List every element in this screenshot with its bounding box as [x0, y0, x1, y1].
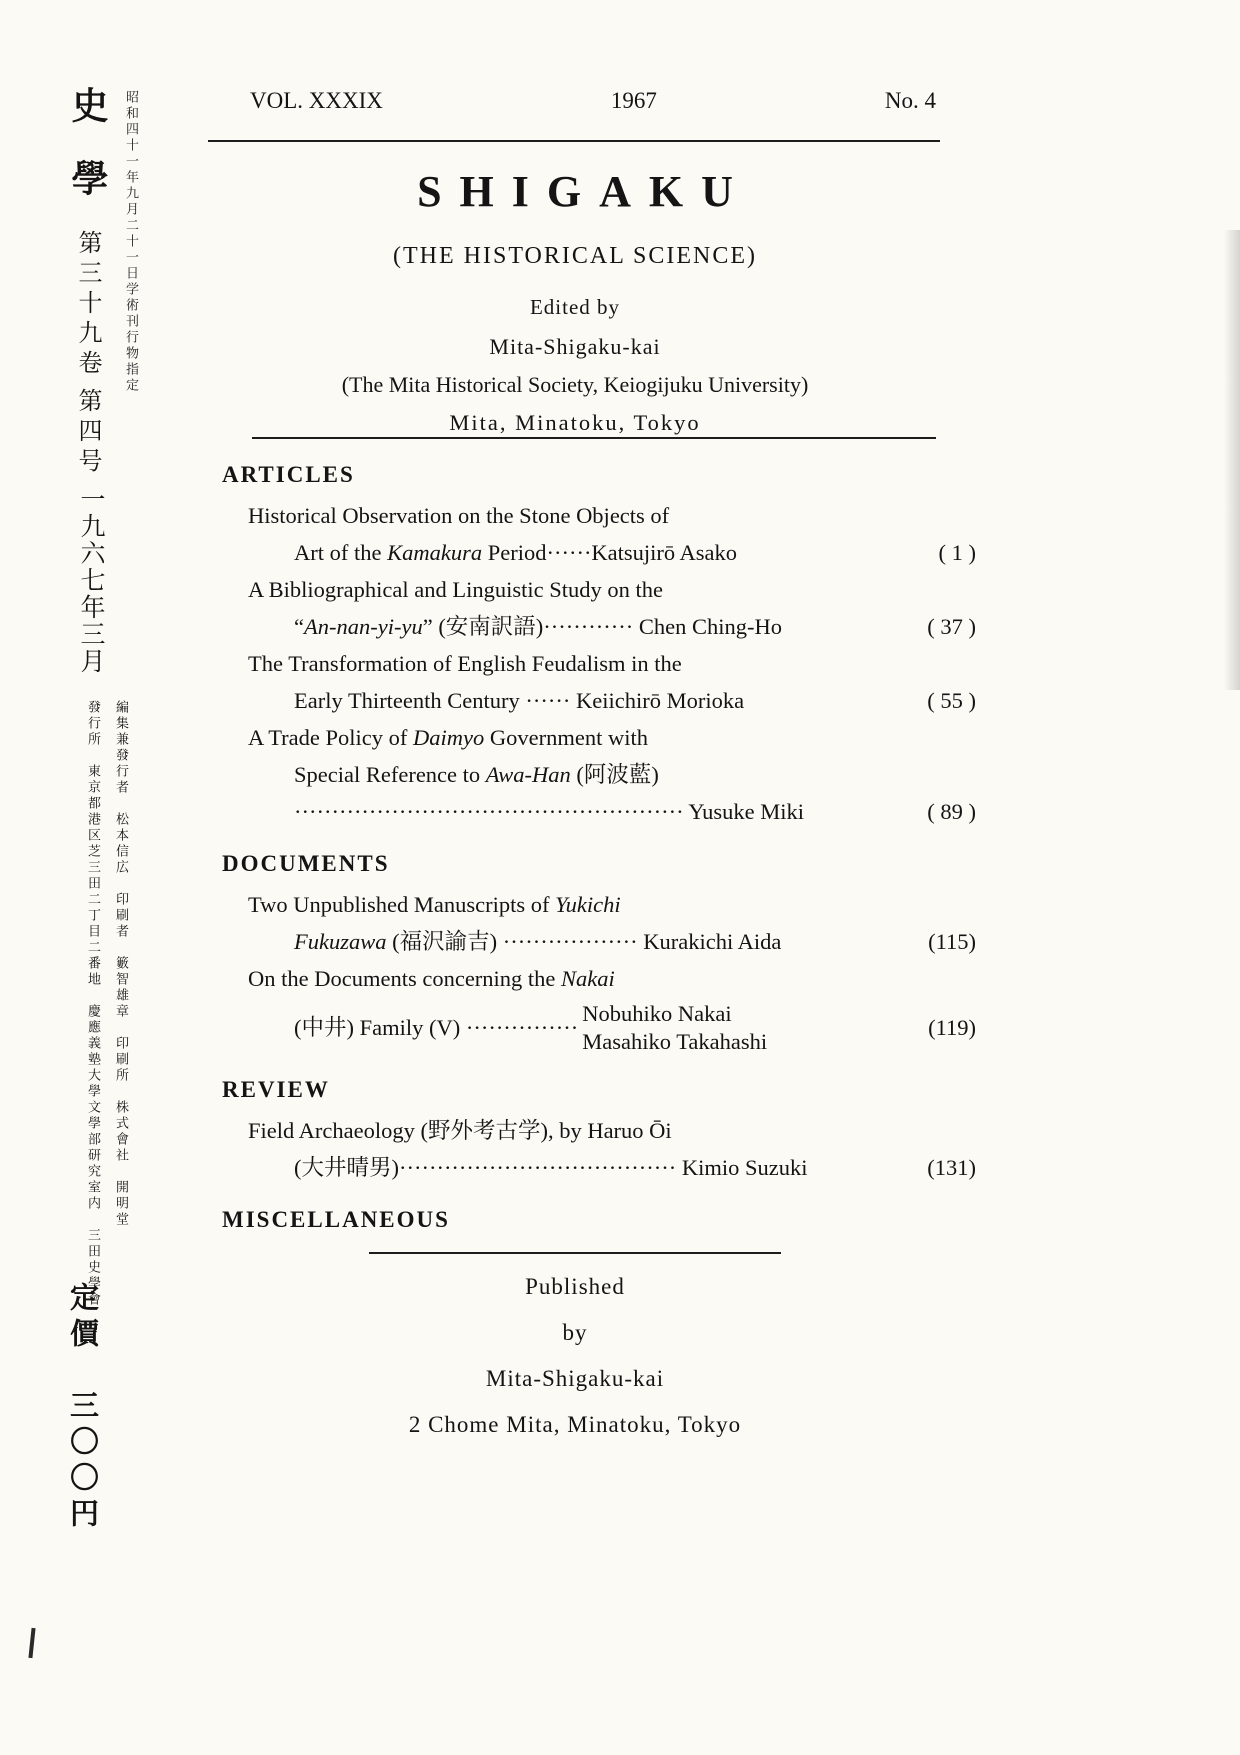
publisher-office-vertical: 發行所 東京都港区芝三田二丁目二番地 慶應義塾大學文學部研究室内 三田史學會 — [86, 700, 101, 1308]
toc-row — [222, 1112, 976, 1149]
published-label: Published — [525, 1274, 625, 1299]
issue-label-vertical: 第四号 — [74, 388, 100, 478]
toc-row-text: Two Unpublished Manuscripts of Yukichi — [248, 892, 621, 917]
footer — [210, 1252, 940, 1438]
price-vertical: 定價 三〇〇円 — [66, 1282, 98, 1534]
toc-row-text: (大井晴男)····································· Kimio Suzuki — [294, 1155, 808, 1180]
toc-row-text: A Bibliographical and Linguistic Study on the — [248, 577, 663, 602]
toc-section-heading: ARTICLES — [222, 462, 355, 487]
toc-row-text: On the Documents concerning the Nakai — [248, 966, 615, 991]
toc — [222, 462, 976, 1242]
toc-row-text: The Transformation of English Feudalism in the — [248, 651, 682, 676]
society-name: (The Mita Historical Society, Keiogijuku University) — [341, 372, 809, 397]
masthead — [210, 166, 940, 436]
editor-name: Mita-Shigaku-kai — [489, 334, 661, 359]
journal-title: SHIGAKU — [417, 167, 751, 216]
toc-row — [222, 719, 976, 756]
publication-date-vertical: 一九六七年三月 — [77, 486, 104, 675]
header-row — [250, 88, 936, 114]
toc-page-number: ( 37 ) — [927, 614, 976, 639]
scan-smudge — [1224, 230, 1240, 690]
toc-row-text: A Trade Policy of Daimyo Government with — [248, 725, 648, 750]
toc-row-text: Early Thirteenth Century ······ Keiichirō Morioka — [294, 688, 745, 713]
toc-row-text: Field Archaeology (野外考古学), by Haruo Ōi — [248, 1118, 672, 1143]
toc-row — [222, 756, 976, 793]
divider-top — [208, 140, 940, 142]
toc-page-number: (119) — [928, 1015, 976, 1040]
toc-row-text: Special Reference to Awa-Han (阿波藍) — [294, 762, 659, 787]
stacked-authors — [582, 1000, 767, 1056]
toc-row — [222, 886, 976, 923]
toc-row — [222, 497, 976, 534]
toc-row — [222, 923, 976, 960]
volume-label-vertical: 第三十九卷 — [74, 230, 100, 380]
toc-section-heading: REVIEW — [222, 1077, 330, 1102]
journal-subtitle: (THE HISTORICAL SCIENCE) — [393, 243, 757, 269]
divider-footer — [369, 1252, 781, 1254]
publisher-name: Mita-Shigaku-kai — [485, 1366, 665, 1391]
journal-title-vertical: 史學 — [65, 86, 106, 232]
author-name: Masahiko Takahashi — [582, 1029, 768, 1054]
toc-page-number: ( 1 ) — [938, 540, 976, 565]
editor-printer-vertical: 編集兼發行者 松本信広 印刷者 籔智雄章 印刷所 株式會社 開明堂 — [114, 700, 129, 1228]
toc-page-number: ( 89 ) — [927, 799, 976, 824]
divider-masthead — [252, 437, 936, 439]
toc-row-text: ···················································· Yusuke Miki — [294, 799, 805, 824]
toc-row — [222, 534, 976, 571]
toc-row — [222, 608, 976, 645]
toc-row — [222, 571, 976, 608]
issue-number: No. 4 — [884, 88, 936, 113]
toc-row — [222, 682, 976, 719]
toc-row — [222, 960, 976, 997]
scan-artifact — [28, 1628, 35, 1658]
toc-row-text: Historical Observation on the Stone Objects of — [248, 503, 670, 528]
publisher-address: 2 Chome Mita, Minatoku, Tokyo — [408, 1412, 742, 1437]
certification-note-vertical: 昭和四十一年九月二十一日学術刊行物指定 — [124, 90, 139, 394]
toc-page-number: (131) — [927, 1155, 976, 1180]
by-label: by — [562, 1320, 588, 1345]
toc-row — [222, 793, 976, 830]
author-name: Nobuhiko Nakai — [582, 1001, 732, 1026]
edited-by-label: Edited by — [529, 295, 621, 319]
toc-row — [222, 645, 976, 682]
year-label: 1967 — [610, 88, 657, 113]
toc-page-number: ( 55 ) — [927, 688, 976, 713]
volume-number: VOL. XXXIX — [250, 88, 383, 113]
toc-section-heading: MISCELLANEOUS — [222, 1207, 450, 1232]
society-location: Mita, Minatoku, Tokyo — [449, 410, 701, 435]
toc-row — [222, 1000, 976, 1056]
toc-page-number: (115) — [928, 929, 976, 954]
toc-row-text: Art of the Kamakura Period······Katsujirō Asako — [294, 540, 738, 565]
toc-row-text: “An-nan-yi-yu” (安南訳語)············ Chen Ching-Ho — [294, 614, 782, 639]
toc-section-heading: DOCUMENTS — [222, 851, 390, 876]
toc-row — [222, 1149, 976, 1186]
toc-row-text: (中井) Family (V) ··············· — [294, 1015, 579, 1040]
toc-row-text: Fukuzawa (福沢諭吉) ·················· Kurakichi Aida — [294, 929, 782, 954]
